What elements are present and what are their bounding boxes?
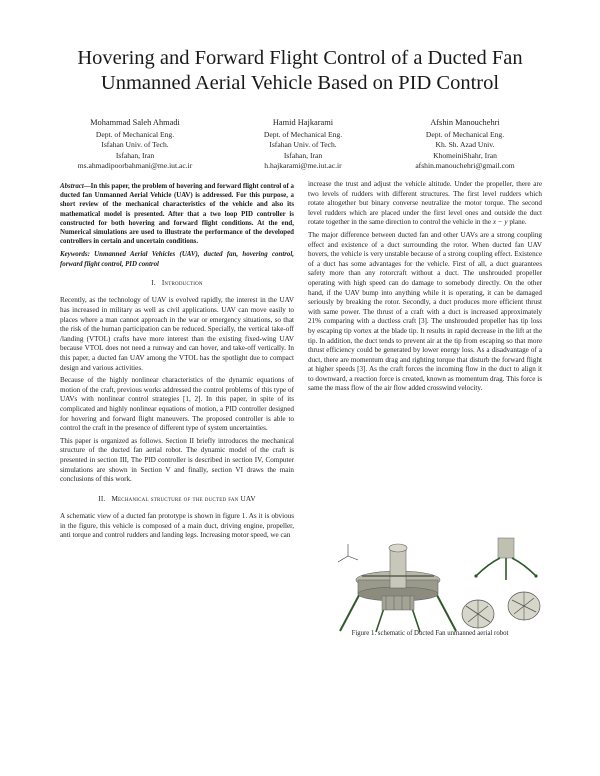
author-email: afshin.manouchehri@gmail.com [415, 160, 515, 170]
author-2 [228, 118, 378, 171]
author-city: Isfahan, Iran [283, 150, 323, 160]
author-city: Isfahan, Iran [115, 150, 155, 160]
keywords-label: Keywords [60, 251, 88, 259]
author-city: KhomeiniShahr, Iran [433, 150, 497, 160]
section-number: II. [98, 494, 106, 503]
section-heading-structure [60, 495, 294, 505]
ducted-fan-vehicle-drawing [340, 544, 456, 632]
paragraph: Recently, as the technology of UAV is evolved rapidly, the interest in the UAV has increased in military as well as civil applications. UAV can move easily to places where a man cannot approach in the war or emergency situations, so that the risk of the human participation can be reduced. Specially, the vertical take-off /landing (VTOL) crafts have more interest than the existing fixed-wing UAV because VTOL does not need a runway and can hover, and take-off vertically. In this paper, a ducted fan UAV among the VTOL has the spotlight due to compact design and various activities. [60, 296, 294, 372]
section-heading-introduction [60, 279, 294, 289]
landing-gear-detail-drawing [474, 538, 537, 580]
right-column [308, 180, 542, 397]
author-3 [390, 118, 540, 171]
paragraph: The major difference between ducted fan and other UAVs are a strong coupling effect and existence of a duct surrounding the rotor. When ducted fan UAV hovers, the vehicle is very unstable because of a strong coupling effect. Existence of a duct has some advantages for the vehicle. First of all, a duct guarantees safety more than any rotorcraft without a duct. The unshrouded propeller operating with high speed can do damage to somebody directly. On the other hand, if the UAV bump into anything while it is operating, it can be damaged seriously by breaking the rotor. Secondly, a duct produces more efficient thrust with same power. The thrust of a craft with a duct is increased approximately 21% comparing with a ductless craft [3]. The unshrouded propeller has tip loss by escaping tip vortex at the blade tip. It results in rapid decrease in the lift at the tip. In addition, the duct tends to prevent air at the tip from escaping so that more thrust efficiency could be generated by lower energy loss. As a disadvantage of a duct, there are momentum drag and righting torque that disturb the forward flight at higher speeds [3]. As the craft forces the incoming flow in the duct to align it to downward, a reaction force is created, known as momentum drag. This force is same the mass flow of the air flow added crosswind velocity. [308, 230, 542, 393]
author-name: Mohammad Saleh Ahmadi [90, 118, 180, 127]
section-title: Mechanical structure of the ducted fan UAV [111, 494, 256, 503]
paragraph-text: plane. [509, 218, 527, 227]
keywords: Keywords: Unmanned Aerial Vehicles (UAV), ducted fan, hovering control, forward flight control, PID control [60, 251, 294, 268]
section-number: I. [151, 278, 156, 287]
section-title: Introduction [161, 278, 203, 287]
author-univ: Isfahan Univ. of Tech. [101, 140, 169, 150]
paragraph: Because of the highly nonlinear characteristics of the dynamic equations of motion of the craft, previous works addressed the control problems of this type of UAVs with nonlinear control strategies [1, 2]. In this paper, in spite of its complicated and highly nonlinear equations of motion, a PID controller designed for hovering and forward flight maneuvers. The proposed controller is able to control the craft in the presence of different type of system uncertainties. [60, 376, 294, 433]
math-expression: x − y [492, 218, 508, 227]
figure-ducted-fan-schematic [318, 536, 548, 636]
paper-title: Hovering and Forward Flight Control of a Ducted Fan Unmanned Aerial Vehicle Based on PID Control [77, 47, 523, 94]
author-email: ms.ahmadipoorbahmani@me.iut.ac.ir [77, 160, 193, 170]
left-column [60, 182, 294, 544]
author-univ: Isfahan Univ. of Tech. [269, 140, 337, 150]
abstract-label: Abstract [60, 183, 84, 190]
author-name: Hamid Hajkarami [272, 118, 334, 127]
author-name: Afshin Manouchehri [430, 118, 500, 127]
author-1 [60, 118, 210, 171]
axes-icon [338, 544, 358, 562]
paragraph: This paper is organized as follows. Section II briefly introduces the mechanical structure of the ducted fan aerial robot. The dynamic model of the craft is presented in section III, The PID controller is described in section IV, Computer simulations are shown in Section V and finally, section VI draws the main conclusions of this work. [60, 436, 294, 484]
author-email: h.hajkarami@me.iut.ac.ir [264, 160, 342, 170]
paragraph [308, 180, 542, 228]
keywords-text: Unmanned Aerial Vehicles (UAV), ducted fan, hovering control, forward flight control, PID control [60, 251, 294, 268]
abstract-text: In this paper, the problem of hovering and forward flight control of a ducted fan Unmanned Aerial Vehicle (UAV) is addressed. For this purpose, a short review of the mechanical characteristics of the vehicle and also its mathematical model is presented. After that a two loop PID controller is constructed for both hovering and forward flight conditions. At the end, Numerical simulations are used to illustrate the performance of the developed controllers in certain and uncertain conditions. [60, 183, 294, 246]
author-univ: Kh. Sh. Azad Univ. [435, 140, 495, 150]
rudder-disk-drawing [462, 600, 494, 628]
author-dept: Dept. of Mechanical Eng. [425, 130, 505, 140]
author-dept: Dept. of Mechanical Eng. [95, 130, 175, 140]
figure-caption: Figure 1. schematic of Ducted Fan unmanned aerial robot [351, 630, 509, 637]
rudder-disk-drawing [508, 592, 540, 620]
paragraph-text: increase the trust and adjust the vehicle altitude. Under the propeller, there are two levels of rudders with different structures. The first level rudders which rotate altogether but binary converse neutralize the motor torque. The second level rudders which are placed under the first level ones and outside the duct rotate together in the same direction to control the vehicle in the [308, 180, 542, 227]
abstract: Abstract—In this paper, the problem of hovering and forward flight control of a ducted fan Unmanned Aerial Vehicle (UAV) is addressed. For this purpose, a short review of the mechanical characteristics of the vehicle and also its mathematical model is presented. After that a two loop PID controller is constructed for both hovering and forward flight conditions. At the end, Numerical simulations are used to illustrate the performance of the developed controllers in certain and uncertain conditions. [60, 183, 294, 246]
paragraph: A schematic view of a ducted fan prototype is shown in figure 1. As it is obvious in the figure, this vehicle is composed of a main duct, driving engine, propeller, anti torque and control rudders and landing legs. Increasing motor speed, we can [60, 512, 294, 540]
author-dept: Dept. of Mechanical Eng. [263, 130, 343, 140]
